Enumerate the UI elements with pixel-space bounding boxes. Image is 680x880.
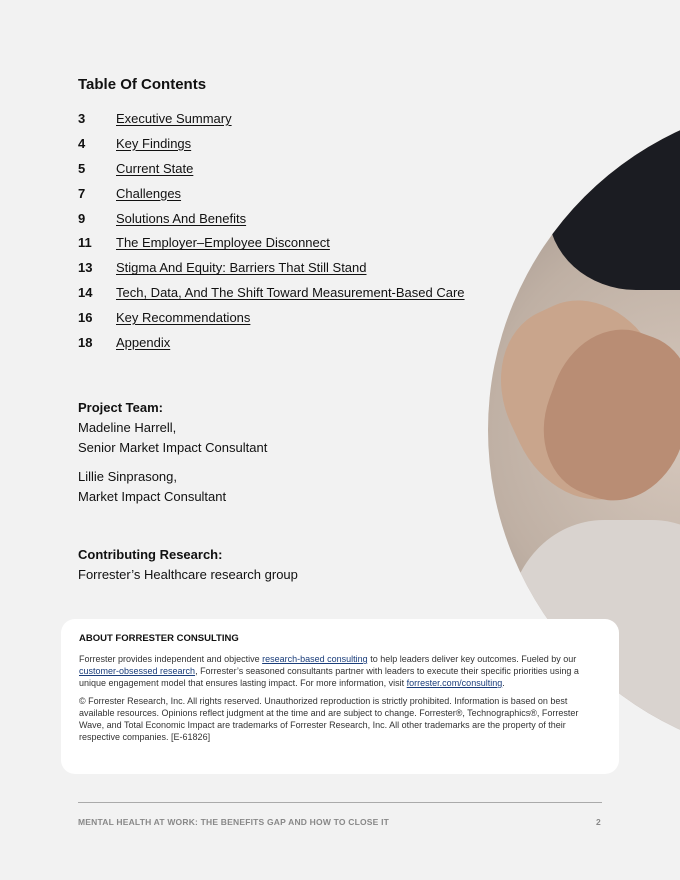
toc-page-number: 11	[78, 235, 92, 251]
customer-obsessed-research-link[interactable]: customer-obsessed research	[79, 666, 196, 676]
about-text: .	[502, 678, 505, 688]
toc-link[interactable]: Solutions And Benefits	[116, 210, 247, 226]
toc-item	[78, 305, 465, 330]
about-forrester-box	[61, 619, 619, 774]
toc-item	[78, 280, 465, 305]
toc-link[interactable]: Appendix	[116, 334, 171, 350]
toc-link[interactable]: Stigma And Equity: Barriers That Still Stand	[116, 260, 367, 276]
toc-item	[78, 106, 465, 131]
toc-page-number: 9	[78, 210, 86, 226]
toc-page-number: 3	[78, 110, 86, 126]
contributing-research-text: Forrester’s Healthcare research group	[78, 567, 298, 582]
project-team	[78, 398, 267, 507]
toc-item	[78, 131, 465, 156]
team-member-name: Lillie Sinprasong,	[78, 469, 178, 484]
toc-page-number: 14	[78, 285, 93, 301]
toc-link[interactable]: The Employer–Employee Disconnect	[116, 235, 330, 251]
toc-page-number: 13	[78, 260, 93, 276]
toc-title: Table Of Contents	[78, 76, 207, 93]
toc-item	[78, 181, 465, 206]
toc-item	[78, 230, 465, 255]
copyright-notice: © Forrester Research, Inc. All rights reserved. Unauthorized reproduction is strictly prohibited. Information is based on best available resources. Opinions reflect judgment at the time and are subject to change. Forrester®, Technographics®, Forrester Wave, and Total Economic Impact are trademarks of Forrester Research, Inc. All other trademarks are the property of their respective companies. [E-61826]	[79, 696, 579, 742]
toc-link[interactable]: Challenges	[116, 185, 182, 201]
about-text: Forrester provides independent and objective	[79, 654, 263, 664]
toc-item	[78, 330, 465, 355]
toc-page-number: 16	[78, 310, 93, 326]
project-team-label: Project Team:	[78, 400, 164, 415]
toc-page-number: 4	[78, 135, 86, 151]
toc-link[interactable]: Tech, Data, And The Shift Toward Measurement-Based Care	[116, 285, 465, 301]
toc-item	[78, 255, 465, 280]
photo-dark-area	[548, 100, 680, 290]
toc-link[interactable]: Key Findings	[116, 135, 192, 151]
footer-report-title: MENTAL HEALTH AT WORK: THE BENEFITS GAP AND HOW TO CLOSE IT	[78, 817, 390, 827]
forrester-consulting-link[interactable]: forrester.com/consulting	[406, 678, 503, 688]
contributing-research-label: Contributing Research:	[78, 547, 223, 562]
team-member-name: Madeline Harrell,	[78, 420, 177, 435]
contributing-research	[78, 545, 298, 585]
footer-divider	[78, 802, 602, 803]
about-description	[79, 653, 601, 689]
about-text: to help leaders deliver key outcomes. Fueled by our	[367, 654, 577, 664]
team-member-role: Market Impact Consultant	[78, 489, 227, 504]
toc-list	[78, 106, 465, 355]
team-member-role: Senior Market Impact Consultant	[78, 440, 268, 455]
footer-page-number: 2	[596, 817, 601, 827]
toc-page-number: 7	[78, 185, 86, 201]
research-based-consulting-link[interactable]: research-based consulting	[262, 654, 368, 664]
toc-page-number: 5	[78, 160, 86, 176]
toc-link[interactable]: Executive Summary	[116, 110, 232, 126]
toc-link[interactable]: Current State	[116, 160, 194, 176]
about-heading: ABOUT FORRESTER CONSULTING	[79, 633, 239, 644]
toc-item	[78, 206, 465, 231]
toc-page-number: 18	[78, 334, 93, 350]
about-text: , Forrester’s seasoned consultants partner with leaders to execute their specific priorities using a unique engagement model that ensures lasting impact. For more information, visit	[79, 666, 579, 688]
toc-link[interactable]: Key Recommendations	[116, 310, 251, 326]
toc-item	[78, 156, 465, 181]
